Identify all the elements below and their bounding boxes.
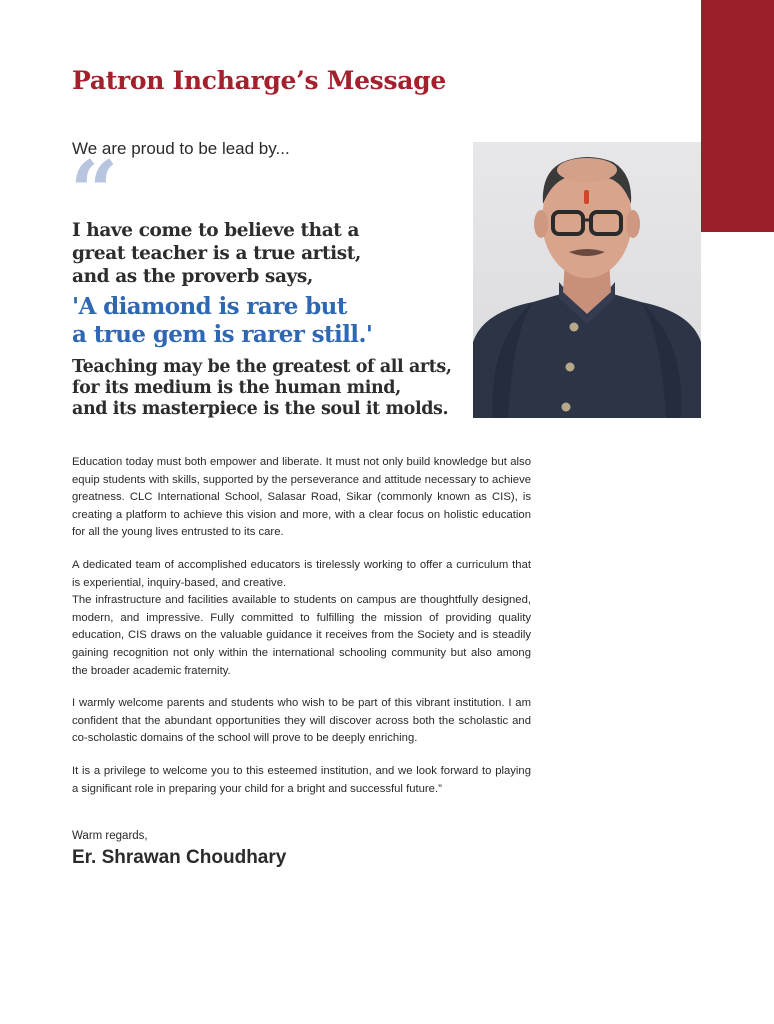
quote-closing	[72, 357, 452, 420]
closing-regards: Warm regards,	[72, 830, 148, 842]
decorative-red-bar	[701, 0, 774, 232]
quote-line: great teacher is a true artist,	[72, 243, 361, 264]
message-paragraph: Education today must both empower and liberate. It must not only build knowledge but also equip students with skills, supported by the perseverance and attitude necessary to achieve greatness. CLC International School, Salasar Road, Sikar (commonly known as CIS), is creating a platform to achieve this vision and more, with a clear focus on holistic education for all the young lives entrusted to its care.	[72, 456, 531, 539]
quote-line: and its masterpiece is the soul it molds.	[72, 399, 449, 419]
message-paragraph: I warmly welcome parents and students who wish to be part of this vibrant institution. I am confident that the abundant opportunities they will discover across both the scholastic and co-scholastic domains of the school will prove to be deeply enriching.	[72, 697, 531, 745]
message-body	[72, 454, 531, 813]
quote-lead	[72, 219, 361, 288]
message-paragraph: A dedicated team of accomplished educators is tirelessly working to offer a curriculum that is experiential, inquiry-based, and creative.	[72, 558, 531, 589]
quote-line: and as the proverb says,	[72, 266, 313, 287]
quote-line: Teaching may be the greatest of all arts,	[72, 357, 452, 377]
page-title: Patron Incharge’s Message	[72, 66, 446, 95]
quote-line: for its medium is the human mind,	[72, 378, 401, 398]
quote-line: I have come to believe that a	[72, 220, 360, 241]
proverb-line: 'A diamond is rare but	[72, 293, 347, 320]
quote-proverb	[72, 293, 372, 349]
quote-mark-icon: “	[70, 142, 119, 241]
message-paragraph: It is a privilege to welcome you to this esteemed institution, and we look forward to playing a significant role in preparing your child for a bright and successful future.”	[72, 764, 531, 795]
proverb-line: a true gem is rarer still.'	[72, 321, 373, 348]
signatory-name: Er. Shrawan Choudhary	[72, 847, 287, 868]
message-paragraph: The infrastructure and facilities available to students on campus are thoughtfully designed, modern, and impressive. Fully committed to fulfilling the mission of providing quality education, CIS draws on the valuable guidance it receives from the Society and is steadily gaining recognition not only within the international schooling community but also among the broader academic fraternity.	[72, 594, 531, 677]
patron-portrait	[473, 142, 701, 418]
intro-text: We are proud to be lead by...	[72, 139, 290, 158]
